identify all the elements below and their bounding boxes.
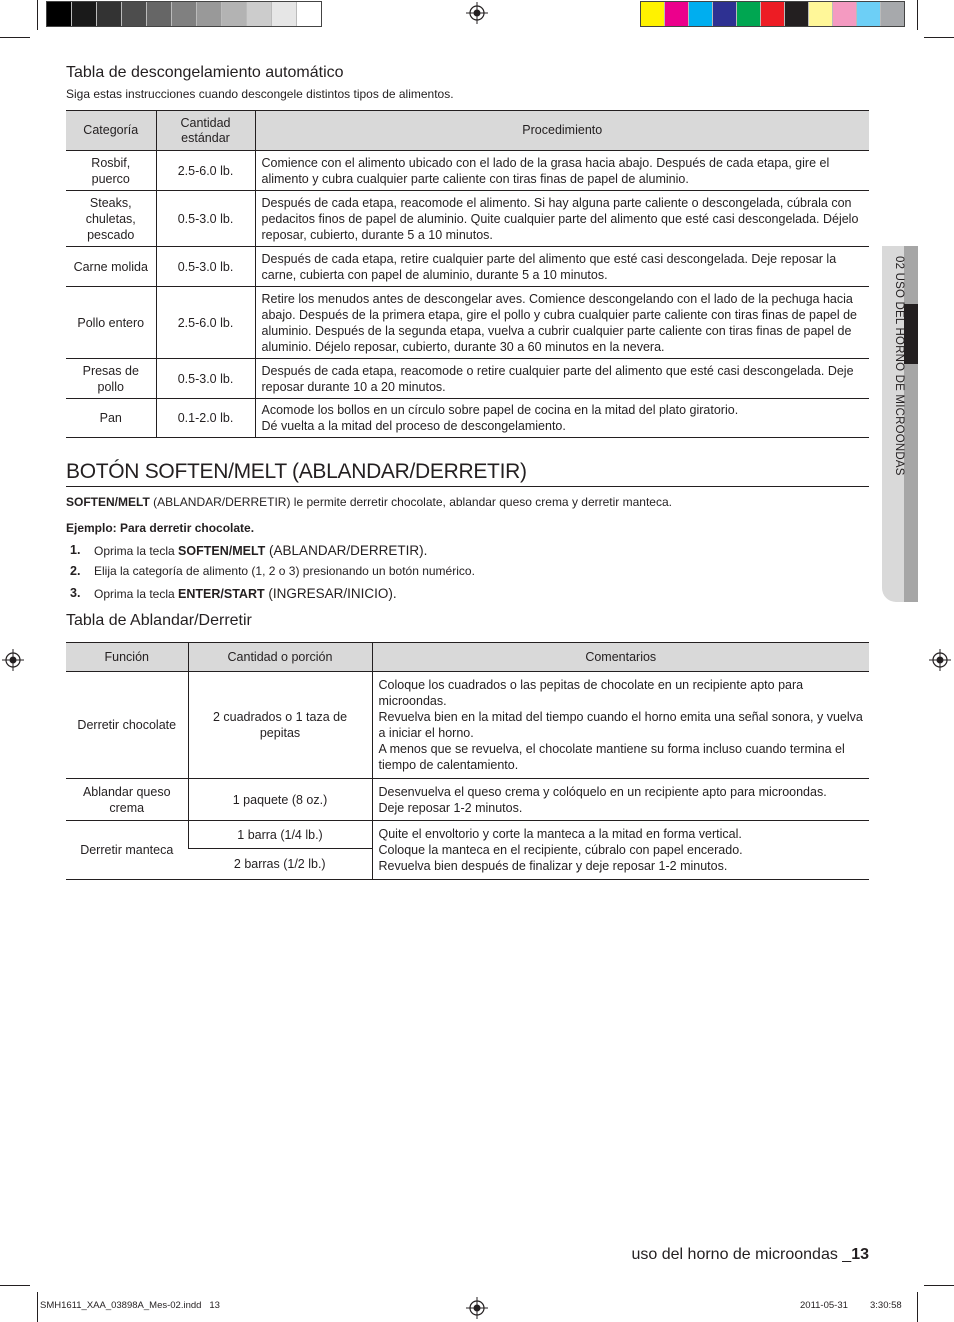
registration-mark-icon	[929, 649, 951, 671]
crop-mark	[0, 37, 30, 38]
table-header-row	[66, 643, 869, 672]
defrost-table	[66, 110, 869, 438]
step-item	[70, 543, 670, 561]
page-number: 13	[851, 1246, 869, 1263]
step-text	[94, 586, 397, 601]
table-row	[66, 151, 869, 191]
swatch	[222, 2, 247, 26]
swatch	[809, 2, 833, 26]
registration-mark-icon	[2, 649, 24, 671]
defrost-title: Tabla de descongelamiento automático	[66, 64, 344, 81]
crop-mark	[37, 1292, 38, 1322]
table-cell: Pollo entero	[66, 287, 156, 359]
swatch	[122, 2, 147, 26]
column-header: Categoría	[66, 111, 156, 151]
table-cell: 2 barras (1/2 lb.)	[188, 849, 372, 880]
table-cell: Después de cada etapa, retire cualquier parte del alimento que esté casi descongelada. Deje reposar la carne, cubierta con papel de aluminio, durante 5 a 10 minutos.	[255, 247, 869, 287]
step-text-pre: Elija la categoría de alimento (1, 2 o 3) presionando un botón numérico.	[94, 564, 475, 578]
section-divider	[66, 486, 869, 487]
step-number: 1.	[70, 543, 81, 557]
swatch	[72, 2, 97, 26]
step-number: 2.	[70, 564, 81, 578]
swatch	[665, 2, 689, 26]
swatch	[857, 2, 881, 26]
step-item	[70, 564, 670, 582]
table-cell: Desenvuelva el queso crema y colóquelo en un recipiente apto para microondas. Deje reposar 1-2 minutos.	[372, 779, 869, 821]
table-cell: Carne molida	[66, 247, 156, 287]
side-tab-label: 02 USO DEL HORNO DE MICROONDAS	[893, 256, 905, 476]
swatch	[172, 2, 197, 26]
soften-intro	[66, 495, 672, 509]
side-tab-strip	[904, 246, 918, 602]
swatch	[833, 2, 857, 26]
step-number: 3.	[70, 586, 81, 600]
table-cell: Quite el envoltorio y corte la manteca a la mitad en forma vertical. Coloque la manteca en el recipiente, cúbralo con papel encerado. Revuelva bien después de finalizar y deje reposar 1-2 minutos.	[372, 821, 869, 880]
swatch	[785, 2, 809, 26]
example-label: Ejemplo: Para derretir chocolate.	[66, 521, 255, 535]
side-tab-marker	[904, 304, 918, 364]
step-item	[70, 586, 670, 604]
table-cell: Coloque los cuadrados o las pepitas de chocolate en un recipiente apto para microondas. Revuelva bien en la mitad del tiempo cuando el horno emita una señal sonora, y vuelva a iniciar el horno. A menos que se revuelva, el chocolate mantiene su forma incluso cuando termina el tiempo de calentamiento.	[372, 672, 869, 779]
step-text-pre: Oprima la tecla	[94, 587, 179, 601]
table-cell: 0.5-3.0 lb.	[156, 359, 255, 399]
table-row	[66, 779, 869, 821]
table-row	[66, 821, 869, 849]
step-key: SOFTEN/MELT	[178, 544, 266, 558]
table-cell: Acomode los bollos en un círculo sobre papel de cocina en la mitad del plato giratorio. Dé vuelta a la mitad del proceso de descongelamiento.	[255, 399, 869, 438]
soften-intro-text: (ABLANDAR/DERRETIR) le permite derretir chocolate, ablandar queso crema y derretir manteca.	[149, 495, 672, 509]
registration-mark-icon	[466, 2, 488, 24]
table-row	[66, 247, 869, 287]
swatch	[297, 2, 321, 26]
column-header: Comentarios	[372, 643, 869, 672]
table-cell: 1 barra (1/4 lb.)	[188, 821, 372, 849]
swatch	[737, 2, 761, 26]
crop-mark	[917, 0, 918, 30]
table-cell: 2.5-6.0 lb.	[156, 287, 255, 359]
page-footer	[632, 1246, 870, 1264]
table-cell: Pan	[66, 399, 156, 438]
crop-mark	[0, 1285, 30, 1286]
step-text	[94, 543, 427, 558]
grayscale-bar	[46, 1, 322, 27]
table-cell: 0.1-2.0 lb.	[156, 399, 255, 438]
step-text-pre: Oprima la tecla	[94, 544, 179, 558]
slug-file: SMH1611_XAA_03898A_Mes-02.indd 13	[40, 1300, 220, 1311]
table-row	[66, 287, 869, 359]
table-row	[66, 399, 869, 438]
slug-date: 2011-05-31	[800, 1300, 848, 1311]
swatch	[641, 2, 665, 26]
table-cell: Rosbif, puerco	[66, 151, 156, 191]
process-color-bar	[640, 1, 905, 27]
slug-time: 3:30:58	[870, 1300, 902, 1311]
table-cell: Derretir manteca	[66, 821, 188, 880]
swatch	[272, 2, 297, 26]
swatch	[197, 2, 222, 26]
soften-intro-bold: SOFTEN/MELT	[66, 495, 150, 509]
table-cell: Derretir chocolate	[66, 672, 188, 779]
step-text	[94, 564, 475, 578]
column-header: Función	[66, 643, 188, 672]
table-cell: 2.5-6.0 lb.	[156, 151, 255, 191]
table-cell: Después de cada etapa, reacomode o retire cualquier parte del alimento que esté casi descongelada. Deje reposar durante 10 a 20 minutos.	[255, 359, 869, 399]
table-cell: Comience con el alimento ubicado con el lado de la grasa hacia abajo. Después de cada etapa, gire el alimento y cubra cualquier parte caliente con tiras finas de papel de aluminio.	[255, 151, 869, 191]
table-cell: Presas de pollo	[66, 359, 156, 399]
table-cell: 2 cuadrados o 1 taza de pepitas	[188, 672, 372, 779]
table-row	[66, 672, 869, 779]
column-header: Cantidad estándar	[156, 111, 255, 151]
table-cell: Ablandar queso crema	[66, 779, 188, 821]
swatch	[761, 2, 785, 26]
crop-mark	[917, 1292, 918, 1322]
registration-mark-icon	[466, 1297, 488, 1319]
table-cell: Después de cada etapa, reacomode el alimento. Si hay alguna parte caliente o descongelada, cúbrala con pedacitos finos de papel de aluminio. Quite cualquier parte del alimento que esté casi descongelada. Déjelo reposar, cubierto, durante 5 a 10 minutos.	[255, 191, 869, 247]
table-row	[66, 359, 869, 399]
table-cell: 0.5-3.0 lb.	[156, 247, 255, 287]
step-text-post: (ABLANDAR/DERRETIR).	[265, 543, 428, 558]
table-cell: Retire los menudos antes de descongelar aves. Comience descongelando con el lado de la pechuga hacia abajo. Después de la primera etapa, gire el pollo y cubra cualquier parte caliente con tiras finas de papel de aluminio. Después de la segunda etapa, vuelva a cubrir cualquier parte caliente con tiras finas de papel de aluminio. Déjelo reposar, cubierto, durante 30 a 60 minutos en la nevera.	[255, 287, 869, 359]
crop-mark	[924, 37, 954, 38]
swatch	[881, 2, 904, 26]
table-cell: 0.5-3.0 lb.	[156, 191, 255, 247]
swatch	[147, 2, 172, 26]
defrost-subtitle: Siga estas instrucciones cuando descongele distintos tipos de alimentos.	[66, 87, 454, 101]
step-key: ENTER/START	[178, 587, 265, 601]
crop-mark	[37, 0, 38, 30]
swatch	[97, 2, 122, 26]
footer-section: uso del horno de microondas _	[631, 1246, 852, 1263]
table-cell: Steaks, chuletas, pescado	[66, 191, 156, 247]
table-header-row	[66, 111, 869, 151]
section-title: BOTÓN SOFTEN/MELT (ABLANDAR/DERRETIR)	[66, 460, 527, 483]
soften-table	[66, 642, 869, 880]
swatch	[47, 2, 72, 26]
table-cell: 1 paquete (8 oz.)	[188, 779, 372, 821]
swatch	[247, 2, 272, 26]
column-header: Cantidad o porción	[188, 643, 372, 672]
table-row	[66, 191, 869, 247]
crop-mark	[924, 1285, 954, 1286]
swatch	[713, 2, 737, 26]
soften-table-title: Tabla de Ablandar/Derretir	[66, 612, 252, 629]
column-header: Procedimiento	[255, 111, 869, 151]
step-text-post: (INGRESAR/INICIO).	[264, 586, 397, 601]
swatch	[689, 2, 713, 26]
